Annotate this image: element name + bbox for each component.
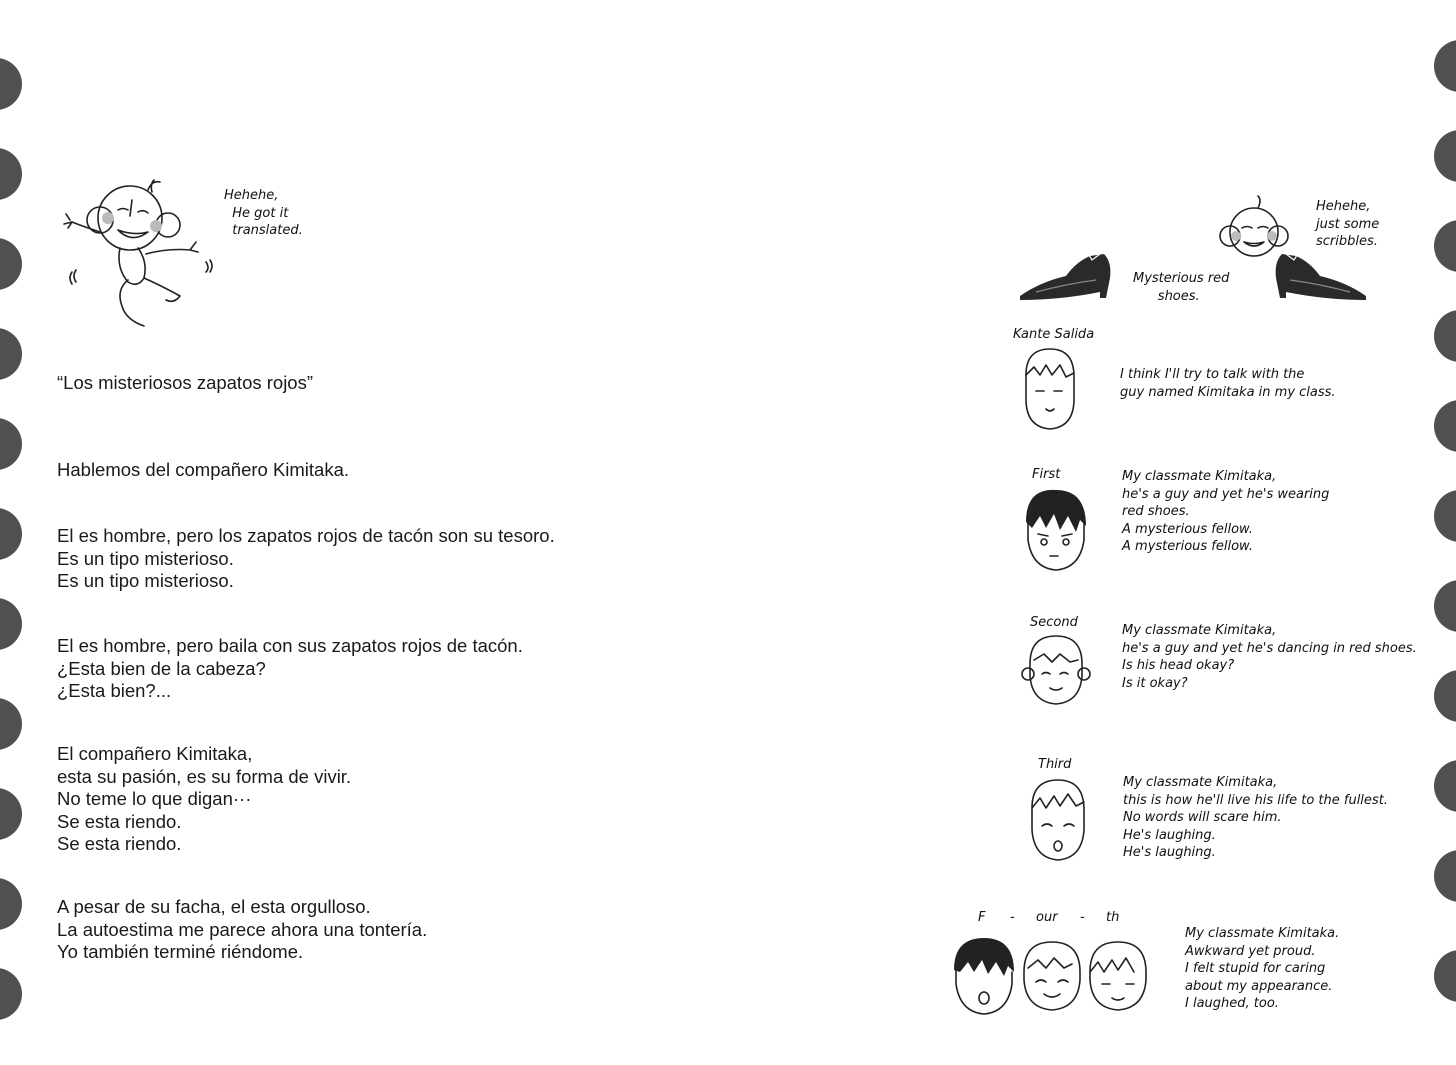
boy-face-third-illustration — [1024, 776, 1092, 866]
fourth-label-part: - — [1010, 910, 1015, 925]
punch-hole — [0, 788, 22, 840]
right-mascot-caption: Hehehe, just some scribbles. — [1316, 199, 1380, 249]
fourth-label-part: th — [1106, 910, 1120, 925]
punch-hole — [1434, 130, 1456, 182]
punch-hole — [0, 508, 22, 560]
fourth-label-part: F — [978, 910, 986, 925]
paragraph: El es hombre, pero los zapatos rojos de tacón son su tesoro. Es un tipo misterioso. Es un tipo misterioso. — [57, 525, 555, 591]
punch-hole — [1434, 490, 1456, 542]
punch-hole — [0, 968, 22, 1020]
paragraph: Hablemos del compañero Kimitaka. — [57, 459, 350, 480]
punch-hole — [0, 238, 22, 290]
dancing-mascot-illustration — [60, 170, 230, 350]
red-shoe-left-illustration — [1016, 248, 1122, 310]
punch-hole — [1434, 850, 1456, 902]
punch-hole — [1434, 670, 1456, 722]
fourth-label-part: our — [1036, 910, 1058, 925]
punch-hole — [0, 148, 22, 200]
verse-text-third: My classmate Kimitaka, this is how he'll live his life to the fullest. No words will scare him. He's laughing. He's laughing. — [1123, 775, 1388, 860]
punch-hole — [0, 58, 22, 110]
shoes-caption: Mysterious red shoes. — [1133, 271, 1230, 304]
three-boys-faces-illustration — [950, 932, 1160, 1018]
verse-label-first: First — [1032, 467, 1061, 482]
poem-title: “Los misteriosos zapatos rojos” — [57, 372, 314, 393]
punch-hole — [1434, 310, 1456, 362]
boy-face-first-illustration — [1020, 486, 1090, 576]
intro-text: I think I'll try to talk with the guy named Kimitaka in my class. — [1120, 367, 1336, 400]
paragraph: El es hombre, pero baila con sus zapatos rojos de tacón. ¿Esta bien de la cabeza? ¿Esta bien?... — [57, 635, 523, 701]
punch-hole — [1434, 580, 1456, 632]
punch-hole — [0, 328, 22, 380]
red-shoe-right-illustration — [1264, 248, 1370, 310]
punch-hole — [0, 878, 22, 930]
boy-face-second-illustration — [1020, 630, 1092, 708]
punch-hole — [1434, 760, 1456, 812]
punch-hole — [1434, 220, 1456, 272]
verse-text-fourth: My classmate Kimitaka. Awkward yet proud. I felt stupid for caring about my appearance. I laughed, too. — [1185, 926, 1340, 1011]
punch-hole — [0, 418, 22, 470]
punch-hole — [1434, 950, 1456, 1002]
paragraph: A pesar de su facha, el esta orgulloso. La autoestima me parece ahora una tontería. Yo también terminé riéndome. — [57, 896, 428, 962]
punch-hole — [0, 698, 22, 750]
verse-label-second: Second — [1030, 615, 1078, 630]
verse-text-second: My classmate Kimitaka, he's a guy and yet he's dancing in red shoes. Is his head okay? Is it okay? — [1122, 623, 1417, 691]
left-mascot-caption: Hehehe, He got it translated. — [224, 188, 303, 238]
paragraph: El compañero Kimitaka, esta su pasión, es su forma de vivir. No teme lo que digan··· Se esta riendo. Se esta riendo. — [57, 743, 352, 854]
punch-hole — [1434, 40, 1456, 92]
punch-hole — [0, 598, 22, 650]
verse-label-third: Third — [1038, 757, 1072, 772]
boy-face-intro-illustration — [1016, 345, 1082, 435]
verse-text-first: My classmate Kimitaka, he's a guy and yet he's wearing red shoes. A mysterious fellow. A mysterious fellow. — [1122, 469, 1330, 554]
fourth-label-part: - — [1080, 910, 1085, 925]
punch-hole — [1434, 400, 1456, 452]
author-name: Kante Salida — [1013, 327, 1095, 342]
